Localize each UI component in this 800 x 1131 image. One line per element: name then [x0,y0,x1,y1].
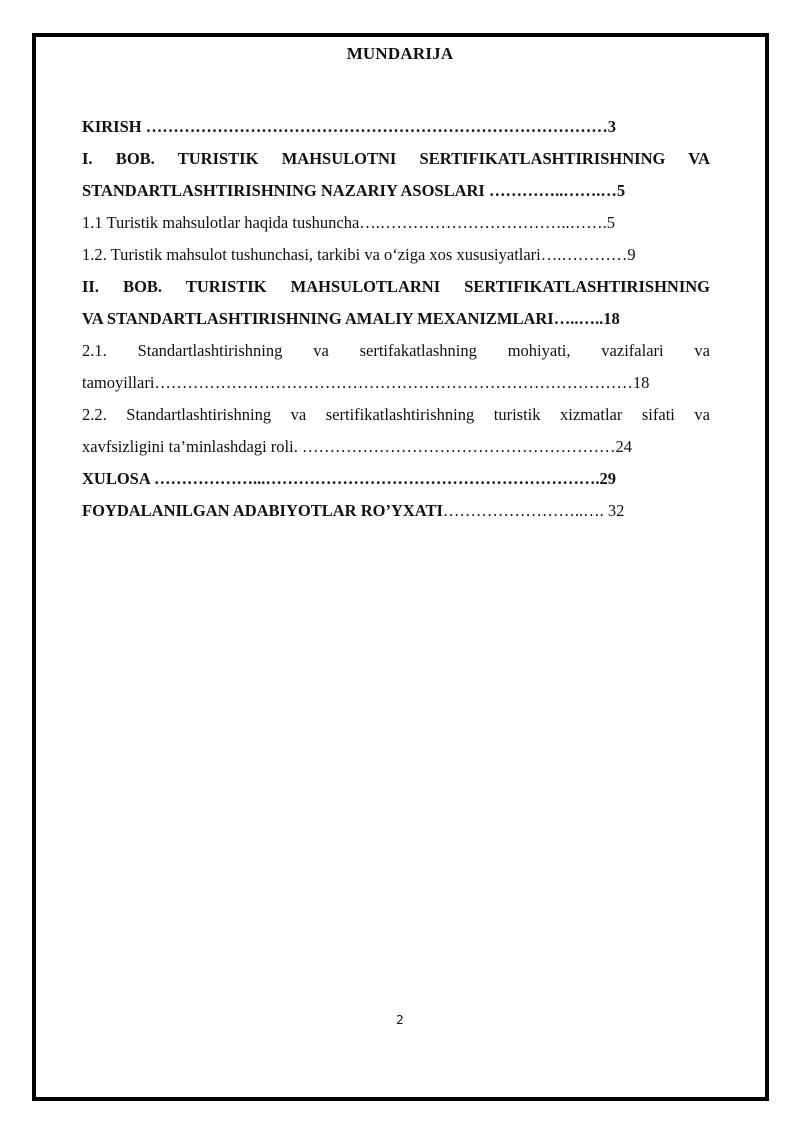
page-number: 2 [396,1013,404,1027]
toc-entry-adabiyotlar-title: FOYDALANILGAN ADABIYOTLAR RO’YXATI [82,501,443,520]
toc-entry-chapter2-line2[interactable]: VA STANDARTLASHTIRISHNING AMALIY MEXANIZMLARI…..…..18 [82,309,620,328]
toc-entry-chapter2-line1[interactable]: II. BOB. TURISTIK MAHSULOTLARNI SERTIFIKATLASHTIRISHNING [82,277,710,296]
toc-entry-chapter1-line2[interactable]: STANDARTLASHTIRISHNING NAZARIY ASOSLARI …………..…….…5 [82,181,626,200]
toc-entry-kirish[interactable]: KIRISH …………………………………………………………………………3 [82,117,616,136]
toc-entry-xulosa[interactable]: XULOSA ………………...…………………………………………………….29 [82,469,616,488]
toc-entry-section-2-1-line2[interactable]: tamoyillari……………………………………………………………………………18 [82,373,650,392]
table-of-contents [82,111,710,527]
toc-entry-adabiyotlar-page: ……………………..…. 32 [442,501,625,520]
toc-entry-section-1-1[interactable]: 1.1 Turistik mahsulotlar haqida tushuncha….……………………………..…….5 [82,213,616,232]
toc-entry-section-2-2-line1[interactable]: 2.2. Standartlashtirishning va sertifikatlashtirishning turistik xizmatlar sifati va [82,405,710,424]
toc-entry-chapter1-line1[interactable]: I. BOB. TURISTIK MAHSULOTNI SERTIFIKATLASHTIRISHNING VA [82,149,710,168]
toc-entry-section-2-1-line1[interactable]: 2.1. Standartlashtirishning va sertifakatlashning mohiyati, vazifalari va [82,341,710,360]
toc-entry-section-2-2-line2[interactable]: xavfsizligini ta’minlashdagi roli. …………………………………………………24 [82,437,632,456]
toc-entry-adabiyotlar[interactable] [82,495,710,527]
toc-entry-section-1-2[interactable]: 1.2. Turistik mahsulot tushunchasi, tarkibi va o‘ziga xos xususiyatlari….…………9 [82,245,636,264]
page-title: MUNDARIJA [346,44,454,63]
